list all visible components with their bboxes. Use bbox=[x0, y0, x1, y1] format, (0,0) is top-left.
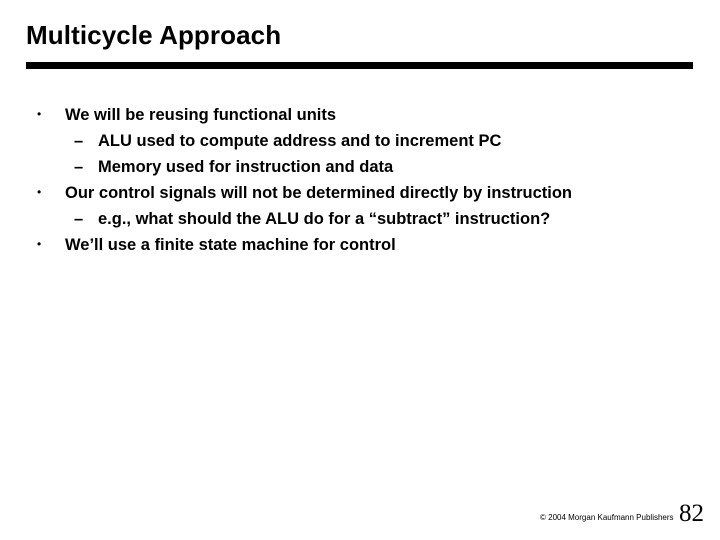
slide-title: Multicycle Approach bbox=[26, 20, 282, 50]
sub-bullet-text: e.g., what should the ALU do for a “subtract” instruction? bbox=[98, 210, 551, 228]
bullet-marker: • bbox=[37, 185, 42, 199]
bullet-text: We’ll use a finite state machine for control bbox=[65, 236, 396, 254]
bullet-item bbox=[0, 236, 720, 262]
sub-bullet-item bbox=[0, 132, 720, 158]
sub-bullet-item bbox=[0, 210, 720, 236]
bullet-marker: • bbox=[37, 237, 42, 251]
bullet-list bbox=[0, 106, 720, 262]
bullet-item bbox=[0, 106, 720, 132]
bullet-text: Our control signals will not be determined directly by instruction bbox=[65, 184, 572, 202]
bullet-item bbox=[0, 184, 720, 210]
sub-bullet-marker: – bbox=[74, 158, 84, 176]
sub-bullet-text: Memory used for instruction and data bbox=[98, 158, 394, 176]
sub-bullet-text: ALU used to compute address and to increment PC bbox=[98, 132, 502, 150]
page-number: 82 bbox=[679, 500, 704, 527]
sub-bullet-marker: – bbox=[74, 132, 84, 150]
bullet-text: We will be reusing functional units bbox=[65, 106, 337, 124]
copyright-notice: © 2004 Morgan Kaufmann Publishers bbox=[540, 513, 674, 522]
bullet-marker: • bbox=[37, 107, 42, 121]
title-underline bbox=[26, 62, 693, 69]
sub-bullet-marker: – bbox=[74, 210, 84, 228]
sub-bullet-item bbox=[0, 158, 720, 184]
